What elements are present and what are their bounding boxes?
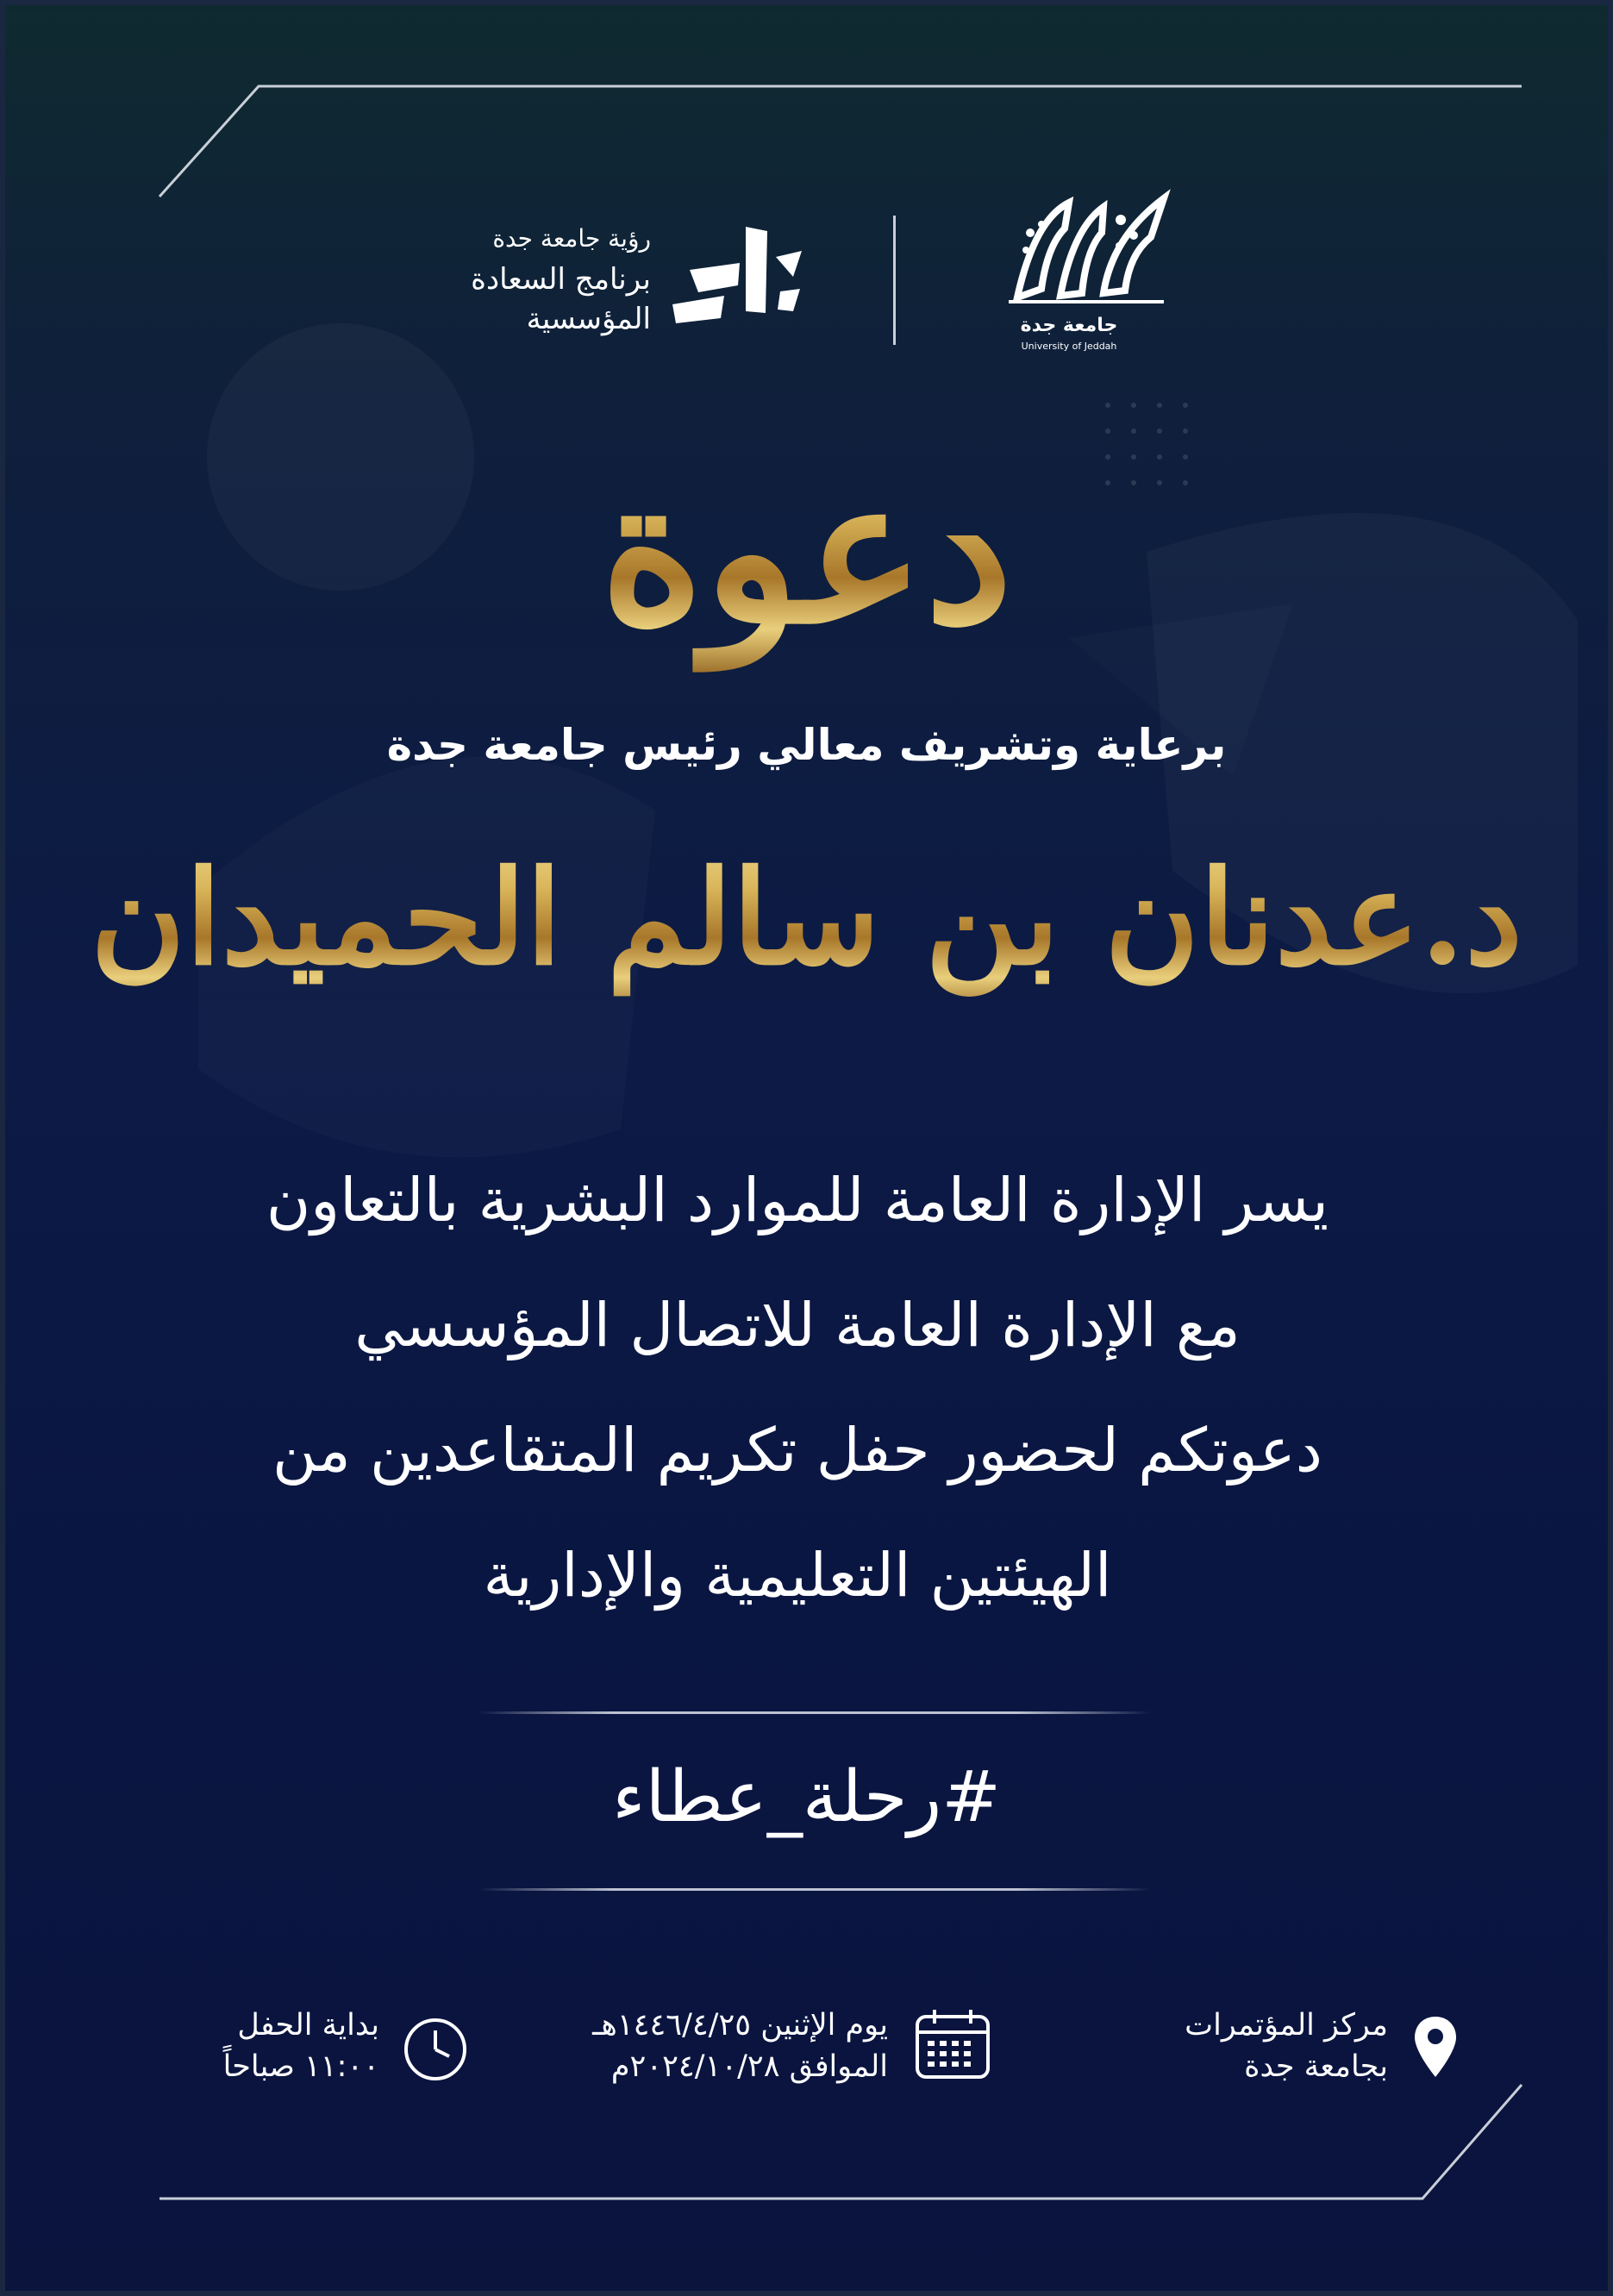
patron-line: برعاية وتشريف معالي رئيس جامعة جدة <box>386 720 1227 770</box>
body-line-4: الهيئتين التعليمية والإدارية <box>483 1540 1112 1611</box>
program-vision: رؤية جامعة جدة <box>492 224 651 253</box>
time-line-2: ١١:٠٠ صباحاً <box>222 2049 379 2084</box>
invitation-title: دعوة <box>0 422 1613 681</box>
university-name-en: University of Jeddah <box>1021 341 1117 352</box>
clock-icon <box>401 2015 470 2084</box>
hashtag-top-divider <box>478 1711 1151 1714</box>
university-emblem-icon <box>1000 185 1172 315</box>
time-info <box>172 1996 500 2099</box>
hashtag: #رحلة_عطاء <box>612 1756 1001 1838</box>
logo-separator <box>893 216 896 345</box>
body-line-1: يسر الإدارة العامة للموارد البشرية بالتعاون <box>266 1165 1329 1236</box>
location-line-1: مركز المؤتمرات <box>1185 2008 1388 2043</box>
university-name-ar: جامعة جدة <box>1020 315 1118 336</box>
body-line-2: مع الإدارة العامة للاتصال المؤسسي <box>354 1290 1241 1361</box>
program-logo-icon <box>664 210 810 339</box>
date-info <box>535 1996 1017 2099</box>
time-line-1: بداية الحفل <box>237 2008 379 2043</box>
program-name-line1: برنامج السعادة <box>471 262 651 297</box>
hashtag-bottom-divider <box>478 1888 1151 1891</box>
president-name: د.عدنان بن سالم الحميدان <box>0 819 1613 1017</box>
university-logo <box>1000 185 1172 366</box>
location-info <box>1035 1996 1483 2099</box>
happiness-program-logo <box>664 210 810 339</box>
program-name-line2: المؤسسية <box>526 302 651 336</box>
header-logos <box>414 185 1190 375</box>
date-line-2: الموافق ٢٠٢٤/١٠/٢٨م <box>610 2049 888 2084</box>
body-line-3: دعوتكم لحضور حفل تكريم المتقاعدين من <box>272 1415 1322 1486</box>
happiness-program-text <box>427 220 651 337</box>
calendar-icon <box>914 2008 991 2080</box>
location-pin-icon <box>1410 2013 1461 2082</box>
date-line-1: يوم الإثنين ١٤٤٦/٤/٢٥هـ <box>592 2008 888 2043</box>
invitation-body <box>172 1138 1422 1638</box>
location-line-2: بجامعة جدة <box>1244 2049 1388 2084</box>
